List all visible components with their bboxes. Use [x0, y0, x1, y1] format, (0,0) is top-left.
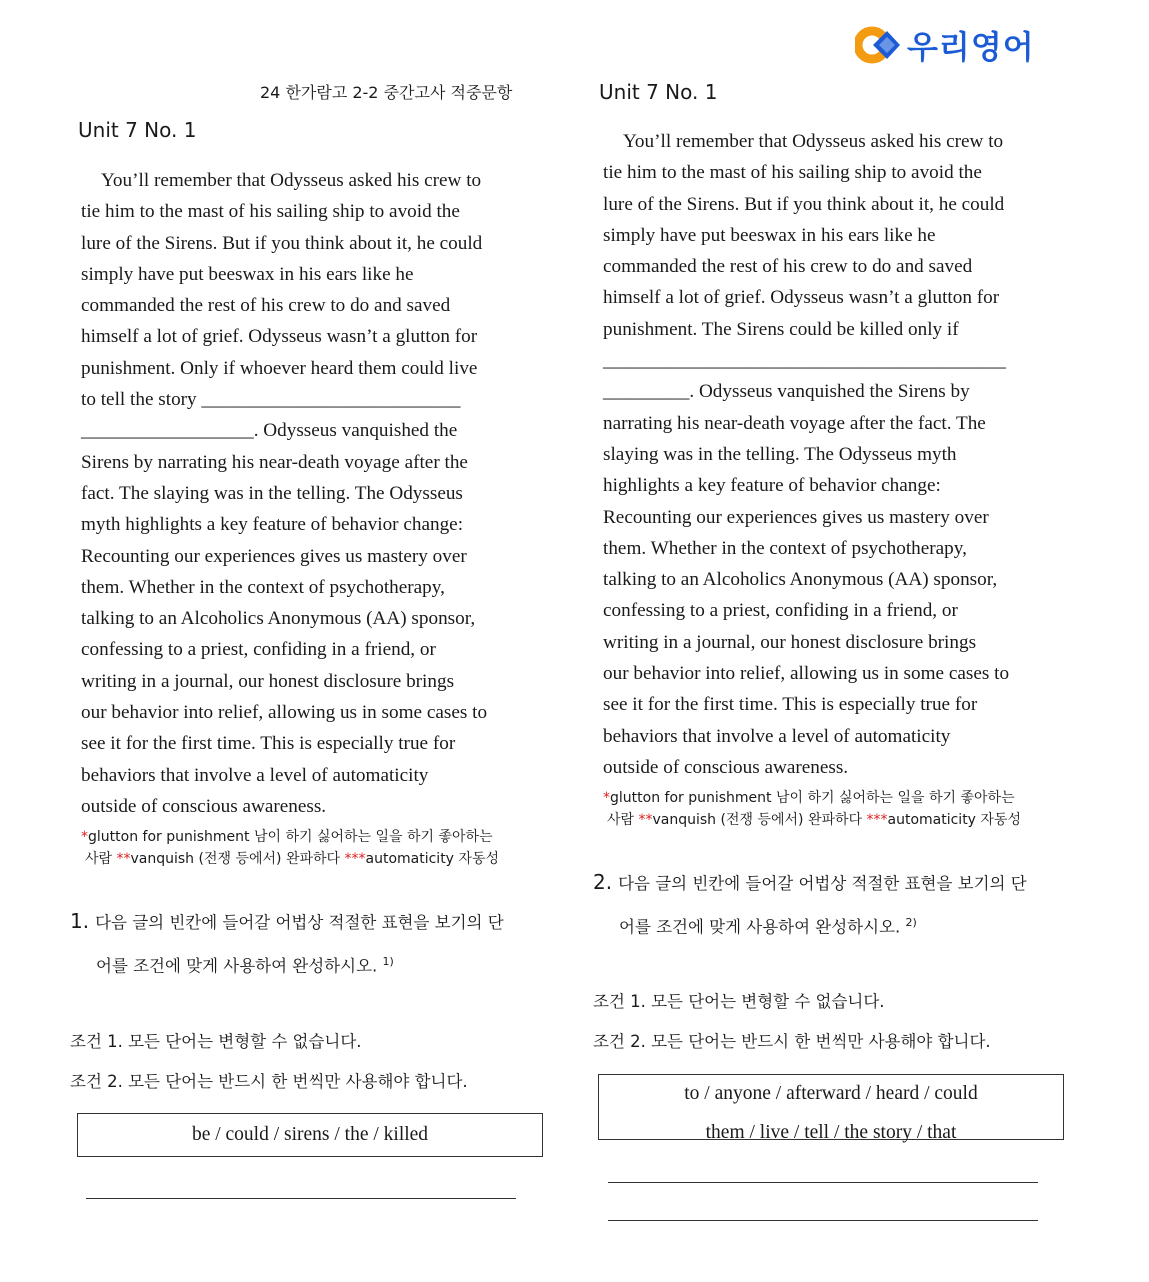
passage-line: Recounting our experiences gives us mastery over	[81, 545, 467, 567]
passage-line: see it for the first time. This is especially true for	[81, 733, 456, 755]
logo	[855, 22, 1035, 68]
passage-line: our behavior into relief, allowing us in some cases to	[603, 663, 1010, 685]
passage-line: writing in a journal, our honest disclosure brings	[81, 670, 455, 692]
logo-mark-icon	[855, 24, 901, 66]
passage-line: confessing to a priest, confiding in a friend, or	[603, 600, 958, 622]
passage-line: lure of the Sirens. But if you think about it, he could	[81, 232, 483, 254]
passage-line: punishment. Only if whoever heard them could live	[81, 357, 478, 379]
passage-line: himself a lot of grief. Odysseus wasn’t a glutton for	[81, 326, 478, 348]
left-answer-line[interactable]	[86, 1198, 516, 1199]
passage-line: them. Whether in the context of psychotherapy,	[81, 576, 445, 598]
passage-line: simply have put beeswax in his ears like he	[603, 224, 936, 246]
passage-line: commanded the rest of his crew to do and saved	[81, 295, 451, 317]
passage-line: narrating his near-death voyage after the fact. The	[603, 412, 986, 434]
right-condition-2: 조건 2. 모든 단어는 반드시 한 번씩만 사용해야 합니다.	[593, 1032, 991, 1051]
right-question: 2. 다음 글의 빈칸에 들어갈 어법상 적절한 표현을 보기의 단 어를 조건에 맞게 사용하여 완성하시오. $^{2)}$	[593, 870, 1027, 937]
passage-line: our behavior into relief, allowing us in some cases to	[81, 702, 488, 724]
passage-line: to tell the story ___________________________	[81, 389, 461, 411]
right-answer-line-1[interactable]	[608, 1182, 1038, 1183]
passage-line: slaying was in the telling. The Odysseus myth	[603, 443, 957, 465]
passage-line: tie him to the mast of his sailing ship to avoid the	[81, 201, 460, 223]
left-vocab-note: *glutton for punishment 남이 하기 싫어하는 일을 하기 좋아하는 사람 **vanquish (전쟁 등에서) 완파하다 ***automaticity 자동성	[81, 829, 499, 867]
left-passage	[81, 165, 537, 822]
passage-line: Sirens by narrating his near-death voyage after the	[81, 451, 468, 473]
passage-line: behaviors that involve a level of automaticity	[81, 764, 429, 786]
passage-line: __________________________________________	[603, 350, 1006, 372]
page-title: 24 한가람고 2-2 중간고사 적중문항	[260, 83, 513, 102]
passage-line: myth highlights a key feature of behavior change:	[81, 514, 464, 536]
passage-line: behaviors that involve a level of automaticity	[603, 725, 951, 747]
right-vocab-note: *glutton for punishment 남이 하기 싫어하는 일을 하기 좋아하는 사람 **vanquish (전쟁 등에서) 완파하다 ***automaticity 자동성	[603, 790, 1021, 828]
passage-line: outside of conscious awareness.	[603, 756, 849, 778]
left-word-box: be / could / sirens / the / killed	[77, 1113, 543, 1157]
passage-line: talking to an Alcoholics Anonymous (AA) sponsor,	[603, 569, 998, 591]
left-question: 1. 다음 글의 빈칸에 들어갈 어법상 적절한 표현을 보기의 단 어를 조건에 맞게 사용하여 완성하시오. $^{1)}$	[70, 909, 504, 976]
passage-line: simply have put beeswax in his ears like he	[81, 263, 414, 285]
question-number: 1.	[70, 909, 90, 933]
passage-line: confessing to a priest, confiding in a friend, or	[81, 639, 436, 661]
passage-line: Recounting our experiences gives us mastery over	[603, 506, 989, 528]
passage-line: outside of conscious awareness.	[81, 795, 327, 817]
passage-line: You’ll remember that Odysseus asked his crew to	[101, 170, 482, 191]
passage-line: punishment. The Sirens could be killed only if	[603, 318, 959, 340]
right-word-box: to / anyone / afterward / heard / could them / live / tell / the story / that	[598, 1074, 1064, 1140]
right-unit-title: Unit 7 No. 1	[599, 80, 718, 104]
passage-line: __________________. Odysseus vanquished the	[81, 420, 458, 442]
right-answer-line-2[interactable]	[608, 1220, 1038, 1221]
passage-line: talking to an Alcoholics Anonymous (AA) sponsor,	[81, 608, 476, 630]
passage-line: fact. The slaying was in the telling. The Odysseus	[81, 482, 463, 504]
right-condition-1: 조건 1. 모든 단어는 변형할 수 없습니다.	[593, 992, 885, 1011]
passage-line: see it for the first time. This is especially true for	[603, 694, 978, 716]
passage-line: commanded the rest of his crew to do and saved	[603, 256, 973, 278]
passage-line: highlights a key feature of behavior change:	[603, 475, 941, 497]
passage-line: tie him to the mast of his sailing ship to avoid the	[603, 162, 982, 184]
passage-line: _________. Odysseus vanquished the Sirens by	[603, 381, 970, 403]
passage-line: You’ll remember that Odysseus asked his crew to	[623, 131, 1004, 152]
left-condition-1: 조건 1. 모든 단어는 변형할 수 없습니다.	[70, 1032, 362, 1051]
logo-text: 우리영어	[907, 28, 1035, 66]
right-passage	[603, 126, 1059, 783]
passage-line: lure of the Sirens. But if you think about it, he could	[603, 193, 1005, 215]
passage-line: himself a lot of grief. Odysseus wasn’t a glutton for	[603, 287, 1000, 309]
question-number: 2.	[593, 870, 613, 894]
left-unit-title: Unit 7 No. 1	[78, 118, 197, 142]
passage-line: them. Whether in the context of psychotherapy,	[603, 537, 967, 559]
left-condition-2: 조건 2. 모든 단어는 반드시 한 번씩만 사용해야 합니다.	[70, 1072, 468, 1091]
passage-line: writing in a journal, our honest disclosure brings	[603, 631, 977, 653]
